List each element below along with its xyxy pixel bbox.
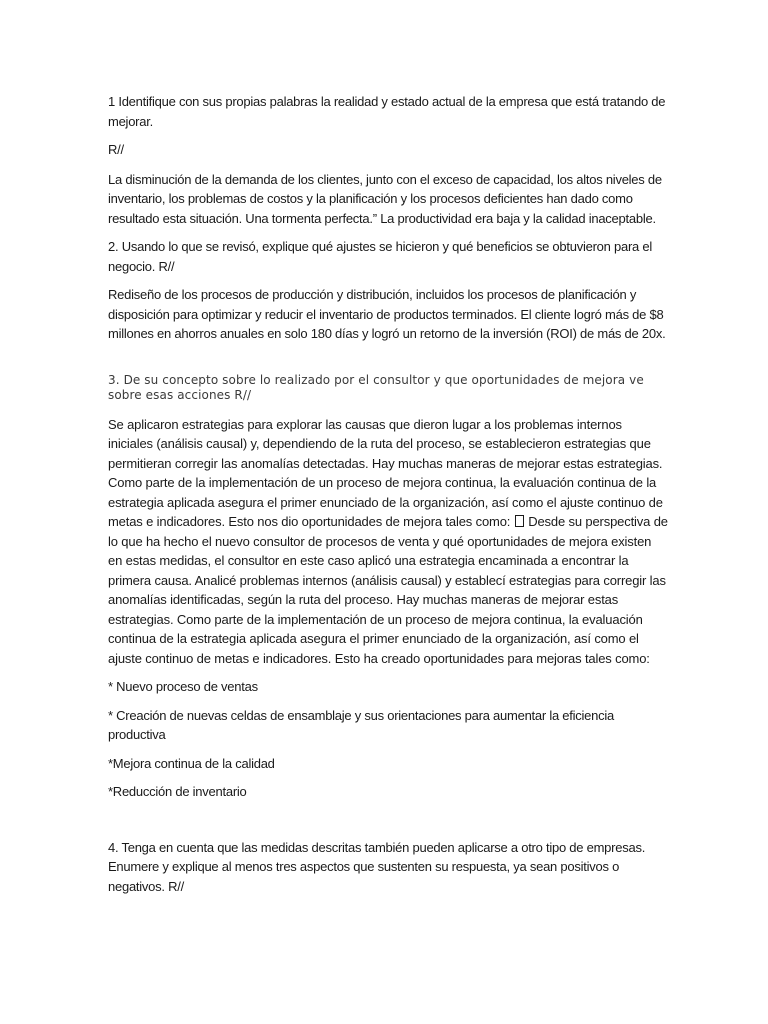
question-3: 3. De su concepto sobre lo realizado por el consultor y que oportunidades de mejora ve sobre esas acciones R// [108,372,644,402]
answer-2: Rediseño de los procesos de producción y distribución, incluidos los procesos de planificación y disposición para optimizar y reducir el inventario de productos terminados. El cliente logró más de $8 millones en ahorros anuales en solo 180 días y logró un retorno de la inversión (ROI) de más de 20x. [108,287,666,341]
document-page [108,92,668,905]
list-item: *Reducción de inventario [108,784,247,799]
answer-3-part-1: Se aplicaron estrategias para explorar las causas que dieron lugar a los problemas internos iniciales (análisis causal) y, dependiendo de la ruta del proceso, se establecieron estrategias que permitieran corregir las anomalías detectadas. Hay muchas maneras de mejorar estas estrategias. Como parte de la implementación de un proceso de mejora continua, la evaluación continua de la estrategia aplicada asegura el primer enunciado de la organización, así como el ajuste continuo de metas e indicadores. Esto nos dio oportunidades de mejora tales como: [108,416,663,529]
answer-1: La disminución de la demanda de los clientes, junto con el exceso de capacidad, los altos niveles de inventario, los problemas de costos y la planificación y los procesos deficientes han dado como resultado esta situación. Una tormenta perfecta.” La productividad era baja y la calidad inaceptable. [108,171,662,226]
question-4: 4. Tenga en cuenta que las medidas descritas también pueden aplicarse a otro tipo de empresas. Enumere y explique al menos tres aspectos que sustenten su respuesta, ya sean positivos o negativos. R// [108,839,646,894]
list-item: * Creación de nuevas celdas de ensamblaje y sus orientaciones para aumentar la eficiencia productiva [108,707,615,742]
question-2: 2. Usando lo que se revisó, explique qué ajustes se hicieron y qué beneficios se obtuvieron para el negocio. R// [108,239,652,274]
answer-3 [108,415,668,669]
answer-marker-1: R// [108,142,124,157]
missing-glyph-icon [515,515,524,527]
question-1: 1 Identifique con sus propias palabras la realidad y estado actual de la empresa que está tratando de mejorar. [108,94,666,129]
answer-3-part-2: Desde su perspectiva de lo que ha hecho el nuevo consultor de procesos de venta y qué oportunidades de mejora existen en estas medidas, el consultor en este caso aplicó una estrategia encaminada a encontrar la primera causa. Analicé problemas internos (análisis causal) y establecí estrategias para corregir las anomalías identificadas, según la ruta del proceso. Hay muchas maneras de mejorar estas estrategias. Como parte de la implementación de un proceso de mejora continua, la evaluación continua de la estrategia aplicada asegura el primer enunciado de la organización, así como el ajuste continuo de metas e indicadores. Esto ha creado oportunidades para mejoras tales como: [108,514,668,666]
list-item: * Nuevo proceso de ventas [108,679,258,694]
list-item: *Mejora continua de la calidad [108,755,275,771]
